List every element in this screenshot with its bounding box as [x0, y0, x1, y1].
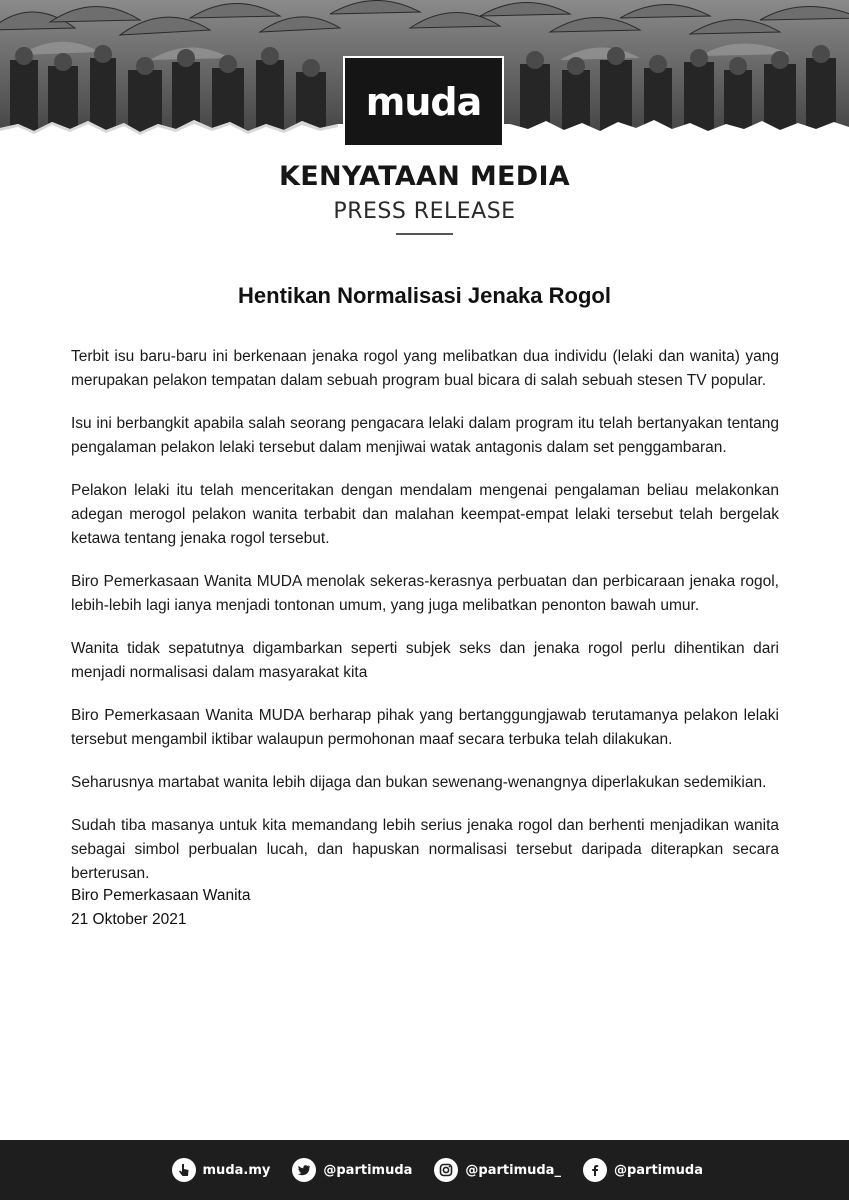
facebook-link[interactable] — [583, 1158, 703, 1182]
twitter-bird-icon — [292, 1158, 316, 1182]
title-divider — [396, 233, 453, 235]
website-label: muda.my — [202, 1162, 271, 1178]
paragraph: Biro Pemerkasaan Wanita MUDA berharap pihak yang bertanggungjawab terutamanya pelakon lelaki tersebut mengambil iktibar walaupun permohonan maaf secara terbuka telah dilakukan. — [71, 707, 779, 748]
signoff-date: 21 Oktober 2021 — [71, 911, 187, 928]
header-photo-banner — [0, 0, 849, 150]
statement-body — [71, 345, 779, 905]
paragraph: Pelakon lelaki itu telah menceritakan dengan mendalam mengenai pengalaman beliau melakonkan adegan merogol pelakon wanita terbabit dan malahan keempat-empat lelaki tersebut telah bergelak ketawa tentang jenaka rogol tersebut. — [71, 482, 779, 547]
twitter-label: @partimuda — [323, 1162, 413, 1178]
instagram-link[interactable] — [434, 1158, 561, 1182]
instagram-label: @partimuda_ — [465, 1162, 561, 1178]
twitter-link[interactable] — [292, 1158, 412, 1182]
page-title: Hentikan Normalisasi Jenaka Rogol — [238, 283, 611, 308]
website-link[interactable] — [172, 1158, 271, 1182]
paragraph: Seharusnya martabat wanita lebih dijaga dan bukan sewenang-wenangnya diperlakukan sedemikian. — [71, 774, 767, 791]
paragraph: Sudah tiba masanya untuk kita memandang lebih serius jenaka rogol dan berhenti menjadikan wanita sebagai simbol perbualan lucah, dan hapuskan normalisasi tersebut daripada diterapkan secara berterusan. — [71, 817, 779, 882]
paragraph: Wanita tidak sepatutnya digambarkan seperti subjek seks dan jenaka rogol perlu dihentikan dari menjadi normalisasi dalam masyarakat kita — [71, 640, 779, 681]
paragraph: Biro Pemerkasaan Wanita MUDA menolak sekeras-kerasnya perbuatan dan perbicaraan jenaka rogol, lebih-lebih lagi ianya menjadi tontonan umum, yang juga melibatkan penonton bawah umur. — [71, 573, 779, 614]
paragraph: Terbit isu baru-baru ini berkenaan jenaka rogol yang melibatkan dua individu (lelaki dan wanita) yang merupakan pelakon tempatan dalam sebuah program bual bicara di salah sebuah stesen TV popular. — [71, 348, 779, 389]
signoff-org: Biro Pemerkasaan Wanita — [71, 887, 251, 904]
muda-logo — [343, 56, 504, 147]
paragraph: Isu ini berbangkit apabila salah seorang pengacara lelaki dalam program itu telah bertanyakan tentang pengalaman pelakon lelaki tersebut dalam menjiwai watak antagonis dalam set penggambaran. — [71, 415, 779, 456]
facebook-icon — [583, 1158, 607, 1182]
instagram-icon — [434, 1158, 458, 1182]
cursor-hand-icon — [172, 1158, 196, 1182]
press-release-subtitle: PRESS RELEASE — [333, 199, 516, 224]
footer-bar — [0, 1140, 849, 1200]
media-statement-title: KENYATAAN MEDIA — [278, 161, 570, 192]
signoff — [71, 884, 471, 932]
logo-wordmark: muda — [365, 79, 482, 124]
facebook-label: @partimuda — [613, 1162, 703, 1178]
